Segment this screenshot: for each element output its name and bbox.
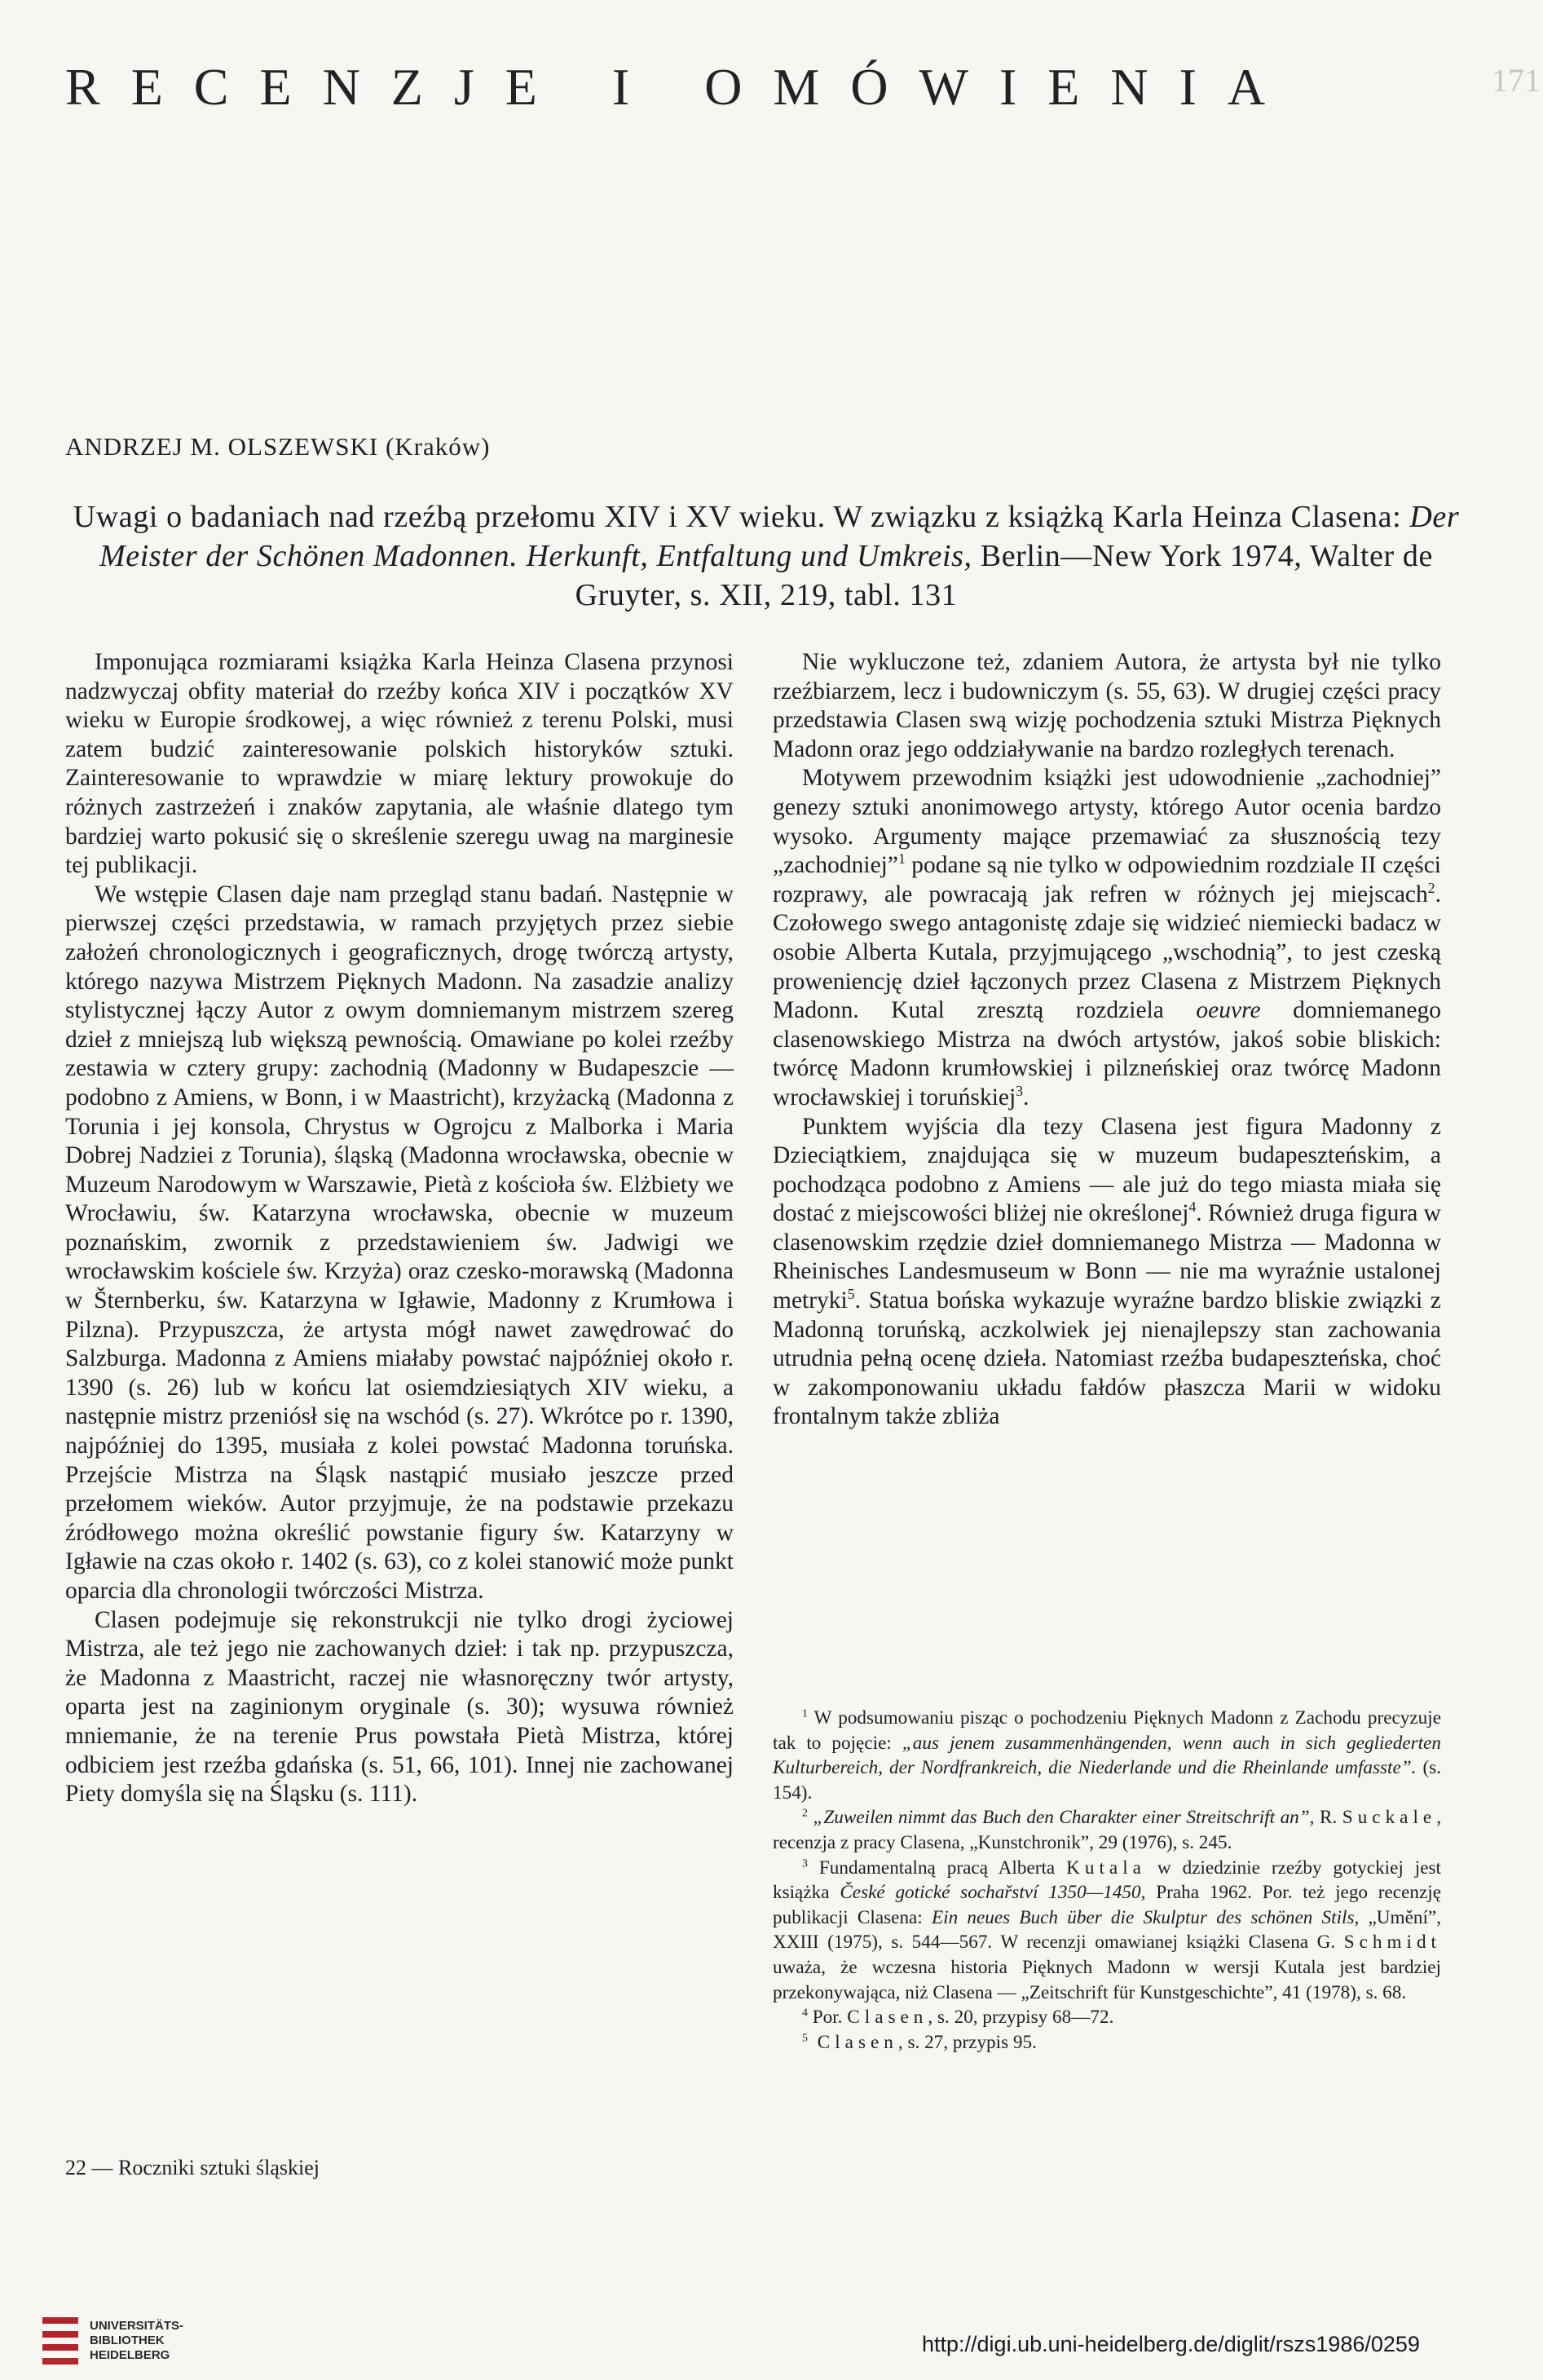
footnote-ref[interactable]: 3 — [1016, 1083, 1024, 1100]
italic-term: oeuvre — [1196, 997, 1261, 1024]
text-run: Motywem przewodnim książki jest udowodnienie „zachodniej” genezy sztuki anonimowego artysty, którego Autor ocenia bardzo wysoko. Argumenty mające przemawiać za słusznością tezy „zachodniej” — [773, 765, 1441, 879]
spaced-author-name: Clasen — [847, 2007, 928, 2029]
text-run: domniemanego clasenowskiego Mistrza na dwóch artystów, jakoś sobie bliskich: twórcę Madonn krumłowskiej i pilzneńskiej oraz twórcę Madonn wrocławskiej i toruńskiej — [773, 997, 1441, 1111]
spaced-author-name: Kutala — [1066, 1857, 1146, 1879]
paragraph: Nie wykluczone też, zdaniem Autora, że artysta był nie tylko rzeźbiarzem, lecz i budowniczym (s. 55, 63). W drugiej części pracy przedstawia Clasen swą wizję pochodzenia sztuki Mistrza Pięknych Madonn oraz jego oddziaływanie na bardzo rozległych terenach. — [773, 649, 1441, 762]
logo-line: HEIDELBERG — [90, 2348, 170, 2362]
text-run: podane są nie tylko w odpowiednim rozdziale II części rozprawy, ale powracają jak refren w różnych jej miejscach — [773, 852, 1441, 907]
article-author: ANDRZEJ M. OLSZEWSKI (Kraków) — [65, 432, 491, 461]
text-run: W podsumowaniu pisząc o pochodzeniu Pięknych Madonn z Zachodu precyzuje tak to pojęcie: — [773, 1707, 1441, 1754]
footnote-number: 2 — [802, 1807, 808, 1820]
title-book-name: Der Meister der Schönen Madonnen. Herkunft, Entfaltung und Umkreis, — [99, 500, 1460, 573]
page-title: RECENZJE I OMÓWIENIA — [65, 58, 1297, 116]
left-column — [65, 648, 734, 1809]
text-run: Por. — [807, 2007, 848, 2029]
text-run: (s. 154). — [773, 1757, 1441, 1804]
text-run: uważa, że wczesna historia Pięknych Madonn w wersji Kutala jest bardziej przekonywająca, niż Clasena — „Zeitschrift für Kunstgeschichte”, 41 (1978), s. 68. — [773, 1956, 1441, 2003]
italic-title: České gotické sochařství 1350—1450, — [840, 1882, 1146, 1904]
text-run: , s. 27, przypis 95. — [897, 2031, 1037, 2053]
text-run: , recenzja z pracy Clasena, „Kunstchronik”, 29 (1976), s. 245. — [773, 1807, 1441, 1853]
spaced-author-name: Schmidt — [1343, 1932, 1441, 1954]
text-run: . Statua bońska wykazuje wyraźne bardzo bliskie związki z Madonną toruńską, aczkolwiek jej nienajlepszy stan zachowania utrudnia pełną ocenę dzieła. Natomiast rzeźba budapeszteńska, choć w zakomponowaniu układu fałdów płaszcza Marii w widoku frontalnym także zbliża — [773, 1287, 1441, 1430]
text-run: , s. 20, przypisy 68—72. — [928, 2007, 1114, 2029]
footnote — [773, 2005, 1441, 2030]
footnotes — [773, 1706, 1441, 2055]
italic-quote: „aus jenem zusammenhängenden, wenn auch in sich gegliederten Kulturbereich, der Nordfrankreich, die Niederlande und die Rheinlande umfasste”. — [773, 1732, 1441, 1779]
footnote-number: 3 — [802, 1857, 808, 1870]
text-run: Fundamentalną pracą Alberta — [807, 1857, 1067, 1879]
footnote-number: 1 — [802, 1707, 808, 1720]
italic-title: Ein neues Buch über die Skulptur des schönen Stils, — [931, 1906, 1360, 1928]
title-text: Uwagi o badaniach nad rzeźbą przełomu XIV i XV wieku. W związku z książką Karla Heinza Clasena: — [73, 500, 1410, 534]
paragraph: Imponująca rozmiarami książka Karla Heinza Clasena przynosi nadzwyczaj obfity materiał do rzeźby końca XIV i początków XV wieku w Europie środkowej, a więc również z terenu Polski, musi zatem budzić zainteresowanie polskich historyków sztuki. Zainteresowanie to wprawdzie w miarę lektury prowokuje do różnych zastrzeżeń i znaków zapytania, ale właśnie dlatego tym bardziej warto pokusić się o skreślenie szeregu uwag na marginesie tej publikacji. — [65, 649, 734, 879]
paragraph: We wstępie Clasen daje nam przegląd stanu badań. Następnie w pierwszej części przedstawia, w ramach przyjętych przez siebie założeń chronologicznych i geograficznych, drogę twórczą artysty, którego nazywa Mistrzem Pięknych Madonn. Na zasadzie analizy stylistycznej łączy Autor z owym domniemanym mistrzem szereg dzieł z mniejszą lub większą pewnością. Omawiane po kolei rzeźby zestawia w cztery grupy: zachodnią (Madonny w Budapeszcie — podobno z Amiens, w Bonn, i w Maastricht), krzyżacką (Madonna z Torunia i jej konsola, Chrystus w Ogrojcu z Malborka i Maria Dobrej Nadziei z Torunia), śląską (Madonna wrocławska, obecnie w Muzeum Narodowym w Warszawie, Pietà z kościoła św. Elżbiety we Wrocławiu, św. Katarzyna wrocławska, obecnie w muzeum poznańskim, zwornik z przedstawieniem św. Jadwigi we wrocławskim kościele św. Krzyża) oraz czesko-morawską (Madonna w Šternberku, św. Katarzyna w Igławie, Madonny z Krumłowa i Pilzna). Przypuszcza, że artysta mógł nawet zawędrować do Salzburga. Madonna z Amiens miałaby powstać najpóźniej około r. 1390 (s. 26) lub w końcu lat osiemdziesiątych XIV wieku, a następnie mistrz przeniósł się na wschód (s. 27). Wkrótce po r. 1390, najpóźniej do 1395, musiała z kolei powstać Madonna toruńska. Przejście Mistrza na Śląsk nastąpić musiało jeszcze przed przełomem wieków. Autor przyjmuje, że na podstawie przekazu źródłowego można określić powstanie figury św. Katarzyny w Igławie na czas około r. 1402 (s. 63), co z kolei stanowić może punkt oparcia dla chronologii twórczości Mistrza. — [65, 881, 734, 1604]
right-column — [773, 648, 1441, 1432]
paragraph — [773, 764, 1441, 1112]
title-publication: Berlin—New York 1974, Walter de Gruyter, s. XII, 219, tabl. 131 — [575, 539, 1433, 612]
footnote — [773, 1805, 1441, 1855]
text-run: R. — [1314, 1807, 1342, 1829]
source-url-link[interactable]: http://digi.ub.uni-heidelberg.de/diglit/rszs1986/0259 — [922, 2332, 1420, 2356]
footnote-number: 5 — [802, 2031, 808, 2044]
spaced-author-name: Suckale — [1342, 1807, 1437, 1829]
italic-quote: „Zuweilen nimmt das Buch den Charakter einer Streitschrift an”, — [807, 1807, 1315, 1829]
text-run: . Czołowego swego antagonistę zdaje się widzieć niemiecki badacz w osobie Alberta Kutala, przyjmującego „wschodnią”, to jest czeską proweniencję dzieł łączonych przez Clasena z Mistrzem Pięknych Madonn. Kutal zresztą rozdziela — [773, 881, 1441, 1024]
text-run: Praha 1962. Por. też jego recenzję publikacji Clasena: — [773, 1882, 1441, 1928]
text-run: Punktem wyjścia dla tezy Clasena jest figura Madonny z Dzieciątkiem, znajdująca się w muzeum budapeszteńskim, a pochodząca podobno z Amiens — ale już do tego miasta miała się dostać z miejscowości bliżej nie określonej — [773, 1113, 1441, 1227]
footnote-ref[interactable]: 1 — [897, 850, 906, 868]
footnote-number: 4 — [802, 2007, 808, 2020]
footnote-ref[interactable]: 2 — [1427, 879, 1435, 896]
logo-line: BIBLIOTHEK — [90, 2334, 165, 2347]
logo-line: UNIVERSITÄTS- — [90, 2319, 184, 2333]
article-title — [65, 497, 1467, 615]
paragraph — [773, 1113, 1441, 1433]
bleed-through-page-number: 171 — [1492, 62, 1541, 99]
text-run: . — [1023, 1084, 1029, 1111]
paragraph: Clasen podejmuje się rekonstrukcji nie tylko drogi życiowej Mistrza, ale też jego nie zachowanych dzieł: i tak np. przypuszcza, że Madonna z Maastricht, raczej nie własnoręczny twór artysty, oparta jest na zaginionym oryginale (s. 30); wysuwa również mniemanie, że na terenie Prus powstała Pietà Mistrza, której odbiciem jest rzeźba gdańska (s. 51, 66, 101). Innej nie zachowanej Piety domyśla się na Śląsku (s. 111). — [65, 1606, 734, 1808]
footnote — [773, 2030, 1441, 2055]
library-logo-text — [90, 2319, 183, 2363]
footnote — [773, 1706, 1441, 1805]
footnote — [773, 1856, 1441, 2006]
spaced-author-name: Clasen — [807, 2031, 898, 2053]
footnote-ref[interactable]: 4 — [1188, 1199, 1197, 1216]
text-run: . Również druga figura w clasenowskim rzędzie dzieł domniemanego Mistrza — Madonna w Rheinisches Landesmuseum w Bonn — nie ma wyraźnie ustalonej metryki — [773, 1200, 1441, 1314]
footnote-ref[interactable]: 5 — [847, 1286, 855, 1303]
text-run: „Umění”, XXIII (1975), s. 544—567. W recenzji omawianej książki Clasena G. — [773, 1906, 1441, 1954]
text-run: w dziedzinie rzeźby gotyckiej jest książka — [773, 1857, 1441, 1904]
printer-signature: 22 — Roczniki sztuki śląskiej — [65, 2156, 320, 2179]
library-logo[interactable] — [42, 2317, 183, 2365]
library-logo-icon — [42, 2317, 78, 2365]
